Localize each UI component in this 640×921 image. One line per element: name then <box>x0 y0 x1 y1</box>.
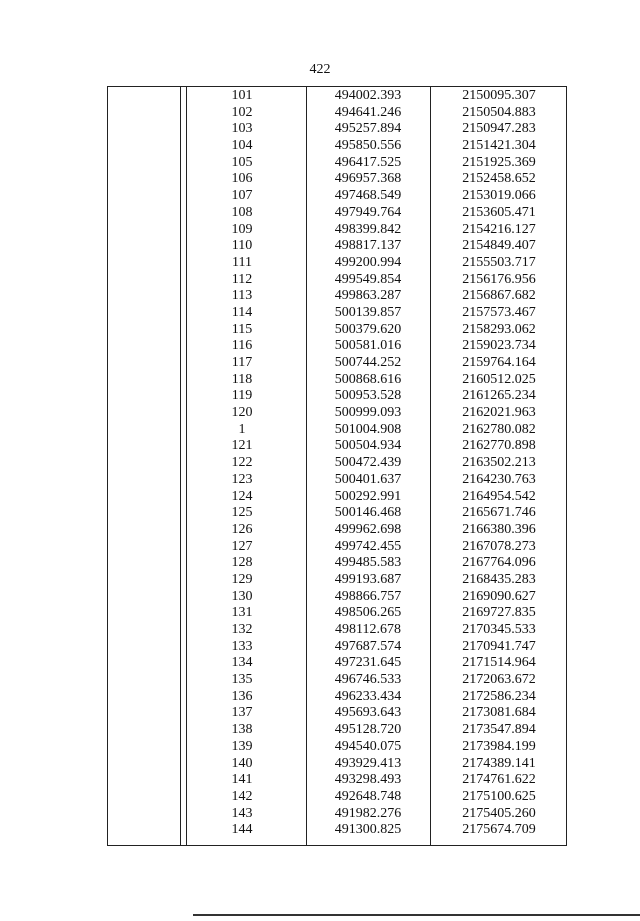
table-row <box>108 238 566 255</box>
y-coordinate-cell: 2155503.717 <box>462 254 536 270</box>
table-row <box>108 138 566 155</box>
y-coordinate-cell: 2150947.283 <box>462 121 536 137</box>
y-coordinate-cell: 2173984.199 <box>462 738 536 754</box>
table-row <box>108 622 566 639</box>
y-coordinate-cell: 2156867.682 <box>462 288 536 304</box>
bottom-rule <box>193 914 640 916</box>
point-id-cell: 119 <box>231 388 253 404</box>
table-row <box>108 438 566 455</box>
point-id-cell: 142 <box>231 788 253 804</box>
x-coordinate-cell: 499962.698 <box>334 521 402 537</box>
table-row <box>108 171 566 188</box>
point-id-cell: 117 <box>231 355 253 370</box>
y-coordinate-cell: 2175405.260 <box>462 805 536 821</box>
y-coordinate-cell: 2150504.883 <box>462 104 536 120</box>
point-id-cell: 128 <box>231 555 253 571</box>
x-coordinate-cell: 492648.748 <box>334 788 402 804</box>
table-row <box>108 388 566 405</box>
point-id-cell: 104 <box>231 138 253 154</box>
x-coordinate-cell: 496746.533 <box>334 672 402 688</box>
point-id-cell: 105 <box>231 154 253 170</box>
x-coordinate-cell: 500504.934 <box>334 438 402 454</box>
y-coordinate-cell: 2170345.533 <box>462 622 536 637</box>
y-coordinate-cell: 2175674.709 <box>462 822 536 838</box>
point-id-cell: 111 <box>232 254 252 270</box>
point-id-cell: 123 <box>231 471 253 487</box>
point-id-cell: 116 <box>231 338 253 354</box>
y-coordinate-cell: 2156176.956 <box>462 271 536 287</box>
x-coordinate-cell: 500581.016 <box>334 338 402 354</box>
point-id-cell: 112 <box>231 271 253 287</box>
x-coordinate-cell: 496417.525 <box>334 154 402 170</box>
point-id-cell: 138 <box>231 722 253 738</box>
x-coordinate-cell: 491300.825 <box>334 822 402 838</box>
y-coordinate-cell: 2169727.835 <box>462 605 536 621</box>
point-id-cell: 108 <box>231 204 253 220</box>
table-row <box>108 689 566 706</box>
y-coordinate-cell: 2162021.963 <box>462 405 536 421</box>
table-row <box>108 455 566 472</box>
y-coordinate-cell: 2150095.307 <box>462 88 536 103</box>
x-coordinate-cell: 498506.265 <box>334 605 402 621</box>
x-coordinate-cell: 500472.439 <box>334 455 402 471</box>
table-row <box>108 405 566 422</box>
table-row <box>108 105 566 122</box>
x-coordinate-cell: 495693.643 <box>334 705 402 721</box>
x-coordinate-cell: 497687.574 <box>334 638 402 654</box>
point-id-cell: 135 <box>231 672 253 688</box>
table-row <box>108 188 566 205</box>
table-row <box>108 772 566 789</box>
table-row <box>108 422 566 439</box>
x-coordinate-cell: 500953.528 <box>334 388 402 404</box>
point-id-cell: 103 <box>231 121 253 137</box>
point-id-cell: 118 <box>231 371 253 387</box>
point-id-cell: 113 <box>231 288 253 304</box>
x-coordinate-cell: 495128.720 <box>334 722 402 738</box>
y-coordinate-cell: 2160512.025 <box>462 371 536 387</box>
table-row <box>108 539 566 556</box>
y-coordinate-cell: 2153605.471 <box>462 204 536 220</box>
x-coordinate-cell: 499485.583 <box>334 555 402 571</box>
table-row <box>108 288 566 305</box>
table-row <box>108 88 566 105</box>
point-id-cell: 141 <box>231 772 253 788</box>
coordinate-table <box>107 86 567 846</box>
y-coordinate-cell: 2153019.066 <box>462 188 536 204</box>
x-coordinate-cell: 496233.434 <box>334 688 402 704</box>
x-coordinate-cell: 500146.468 <box>334 505 402 521</box>
x-coordinate-cell: 499863.287 <box>334 288 402 304</box>
table-row <box>108 555 566 572</box>
x-coordinate-cell: 496957.368 <box>334 171 402 187</box>
table-row <box>108 222 566 239</box>
y-coordinate-cell: 2168435.283 <box>462 571 536 587</box>
point-id-cell: 127 <box>231 538 253 554</box>
x-coordinate-cell: 500401.637 <box>334 471 402 487</box>
y-coordinate-cell: 2152458.652 <box>462 171 536 187</box>
table-row <box>108 505 566 522</box>
x-coordinate-cell: 497949.764 <box>334 204 402 220</box>
table-row <box>108 705 566 722</box>
x-coordinate-cell: 498112.678 <box>335 622 401 637</box>
x-coordinate-cell: 500379.620 <box>334 321 402 337</box>
x-coordinate-cell: 493929.413 <box>334 755 402 771</box>
y-coordinate-cell: 2154216.127 <box>462 221 536 237</box>
point-id-cell: 126 <box>231 521 253 537</box>
x-coordinate-cell: 494540.075 <box>334 738 402 754</box>
point-id-cell: 130 <box>231 588 253 604</box>
page-number: 422 <box>309 62 331 77</box>
point-id-cell: 134 <box>231 655 253 671</box>
y-coordinate-cell: 2174761.622 <box>462 772 536 788</box>
y-coordinate-cell: 2171514.964 <box>462 655 536 671</box>
point-id-cell: 107 <box>231 188 253 204</box>
x-coordinate-cell: 495850.556 <box>334 138 402 154</box>
y-coordinate-cell: 2169090.627 <box>462 588 536 604</box>
point-id-cell: 109 <box>231 221 253 237</box>
y-coordinate-cell: 2151925.369 <box>462 154 536 170</box>
point-id-cell: 102 <box>231 104 253 120</box>
point-id-cell: 132 <box>231 622 253 637</box>
point-id-cell: 106 <box>231 171 253 187</box>
point-id-cell: 136 <box>231 688 253 704</box>
point-id-cell: 120 <box>231 405 253 421</box>
y-coordinate-cell: 2151421.304 <box>462 138 536 154</box>
y-coordinate-cell: 2157573.467 <box>462 304 536 320</box>
y-coordinate-cell: 2172586.234 <box>462 688 536 704</box>
y-coordinate-cell: 2165671.746 <box>462 505 536 521</box>
x-coordinate-cell: 497468.549 <box>334 188 402 204</box>
table-row <box>108 305 566 322</box>
point-id-cell: 114 <box>231 304 253 320</box>
table-row <box>108 722 566 739</box>
x-coordinate-cell: 500744.252 <box>334 355 402 370</box>
point-id-cell: 124 <box>231 488 253 504</box>
table-row <box>108 338 566 355</box>
point-id-cell: 125 <box>231 505 253 521</box>
y-coordinate-cell: 2158293.062 <box>462 321 536 337</box>
table-row <box>108 155 566 172</box>
point-id-cell: 129 <box>231 571 253 587</box>
table-row <box>108 589 566 606</box>
y-coordinate-cell: 2164230.763 <box>462 471 536 487</box>
y-coordinate-cell: 2172063.672 <box>462 672 536 688</box>
y-coordinate-cell: 2162780.082 <box>462 421 536 437</box>
y-coordinate-cell: 2167764.096 <box>462 555 536 571</box>
x-coordinate-cell: 491982.276 <box>334 805 402 821</box>
table-row <box>108 655 566 672</box>
x-coordinate-cell: 501004.908 <box>334 421 402 437</box>
point-id-cell: 101 <box>231 88 253 103</box>
table-row <box>108 322 566 339</box>
x-coordinate-cell: 495257.894 <box>334 121 402 137</box>
table-row <box>108 672 566 689</box>
x-coordinate-cell: 497231.645 <box>334 655 402 671</box>
x-coordinate-cell: 500999.093 <box>334 405 402 421</box>
table-row <box>108 355 566 372</box>
x-coordinate-cell: 500292.991 <box>334 488 402 504</box>
point-id-cell: 131 <box>231 605 253 621</box>
x-coordinate-cell: 494002.393 <box>334 88 402 103</box>
table-row <box>108 739 566 756</box>
x-coordinate-cell: 499200.994 <box>334 254 402 270</box>
x-coordinate-cell: 499549.854 <box>334 271 402 287</box>
point-id-cell: 144 <box>231 822 253 838</box>
y-coordinate-cell: 2164954.542 <box>462 488 536 504</box>
x-coordinate-cell: 499193.687 <box>334 571 402 587</box>
point-id-cell: 139 <box>231 738 253 754</box>
y-coordinate-cell: 2173547.894 <box>462 722 536 738</box>
point-id-cell: 137 <box>231 705 253 721</box>
table-row <box>108 756 566 773</box>
y-coordinate-cell: 2166380.396 <box>462 521 536 537</box>
y-coordinate-cell: 2154849.407 <box>462 238 536 254</box>
point-id-cell: 110 <box>231 238 253 254</box>
x-coordinate-cell: 498817.137 <box>334 238 402 254</box>
y-coordinate-cell: 2174389.141 <box>462 755 536 771</box>
point-id-cell: 122 <box>231 455 253 471</box>
y-coordinate-cell: 2159764.164 <box>462 355 536 370</box>
y-coordinate-cell: 2163502.213 <box>462 455 536 471</box>
x-coordinate-cell: 493298.493 <box>334 772 402 788</box>
table-row <box>108 472 566 489</box>
table-body <box>108 88 566 839</box>
table-row <box>108 255 566 272</box>
y-coordinate-cell: 2159023.734 <box>462 338 536 354</box>
table-row <box>108 806 566 823</box>
x-coordinate-cell: 498866.757 <box>334 588 402 604</box>
table-row <box>108 489 566 506</box>
y-coordinate-cell: 2173081.684 <box>462 705 536 721</box>
y-coordinate-cell: 2170941.747 <box>462 638 536 654</box>
table-row <box>108 639 566 656</box>
y-coordinate-cell: 2167078.273 <box>462 538 536 554</box>
point-id-cell: 140 <box>231 755 253 771</box>
y-coordinate-cell: 2162770.898 <box>462 438 536 454</box>
table-row <box>108 121 566 138</box>
y-coordinate-cell: 2161265.234 <box>462 388 536 404</box>
point-id-cell: 143 <box>231 805 253 821</box>
table-row <box>108 822 566 839</box>
x-coordinate-cell: 500139.857 <box>334 304 402 320</box>
table-row <box>108 572 566 589</box>
point-id-cell: 133 <box>231 638 253 654</box>
y-coordinate-cell: 2175100.625 <box>462 788 536 804</box>
x-coordinate-cell: 494641.246 <box>334 104 402 120</box>
x-coordinate-cell: 499742.455 <box>334 538 402 554</box>
point-id-cell: 115 <box>231 321 253 337</box>
table-row <box>108 372 566 389</box>
table-row <box>108 605 566 622</box>
x-coordinate-cell: 500868.616 <box>334 371 402 387</box>
point-id-cell: 1 <box>238 421 246 437</box>
table-row <box>108 522 566 539</box>
table-row <box>108 205 566 222</box>
table-row <box>108 789 566 806</box>
point-id-cell: 121 <box>231 438 253 454</box>
table-row <box>108 272 566 289</box>
x-coordinate-cell: 498399.842 <box>334 221 402 237</box>
